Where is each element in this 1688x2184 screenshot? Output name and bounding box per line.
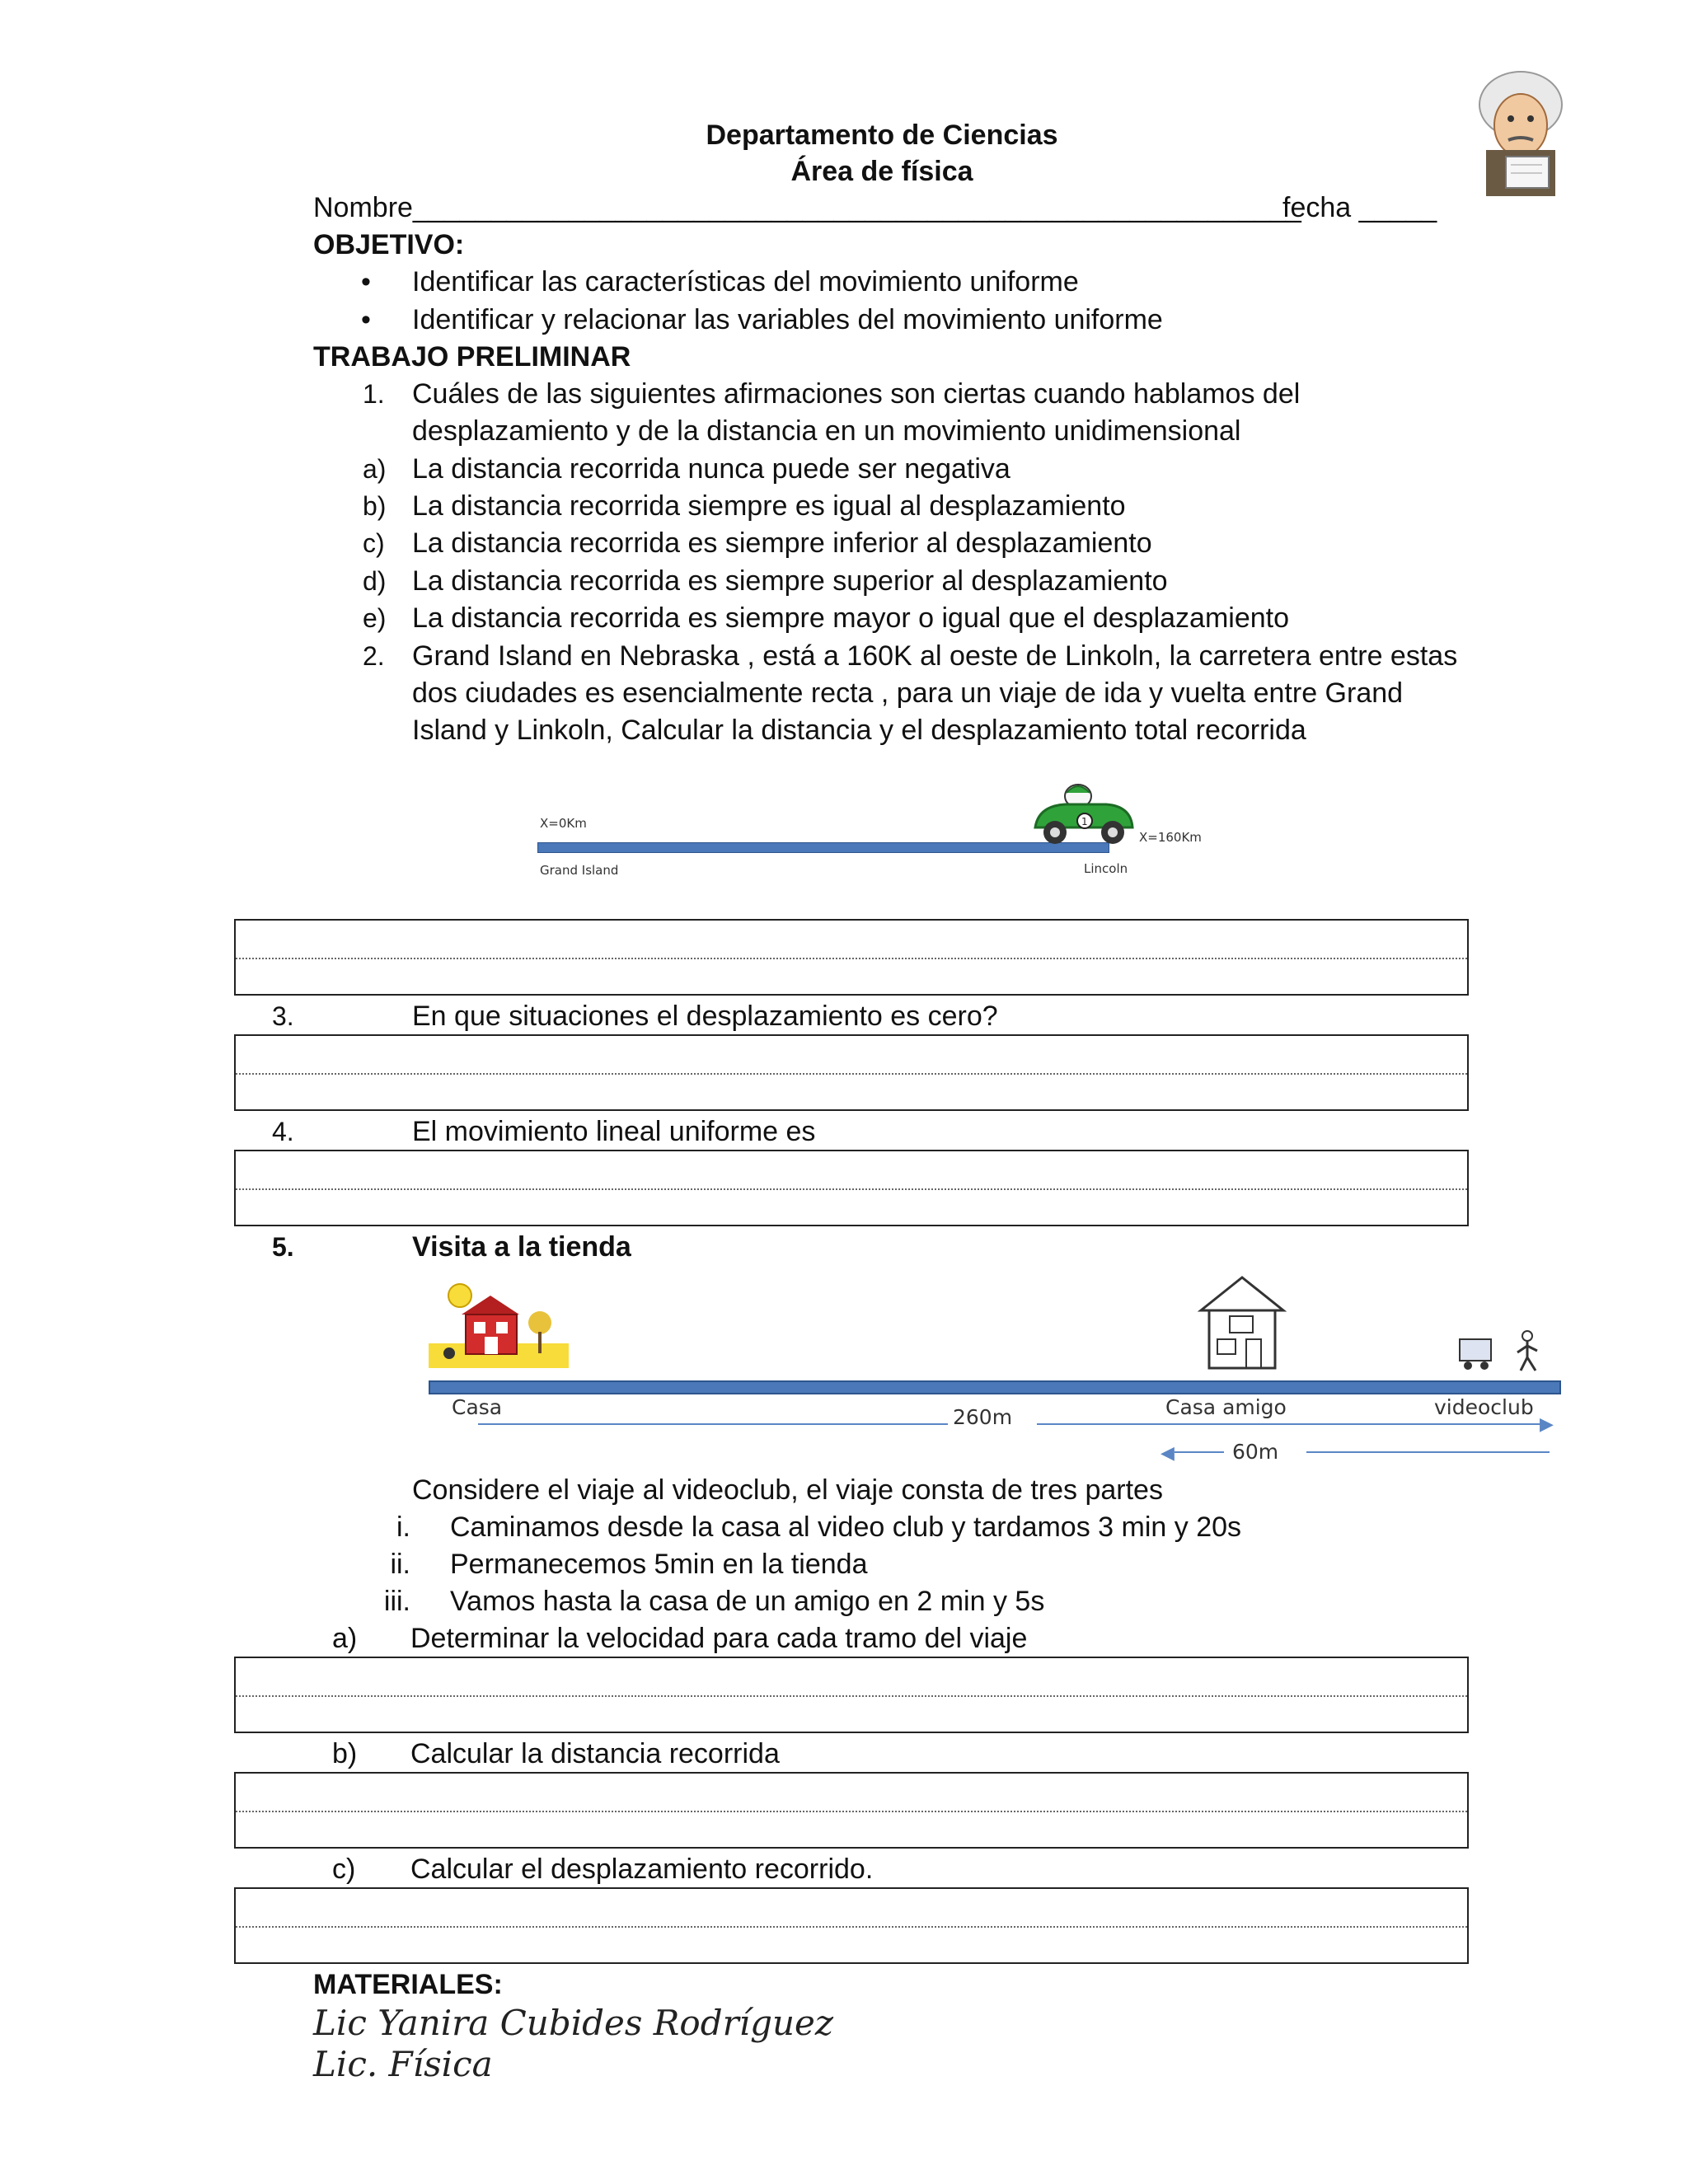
question-text: dos ciudades es esencialmente recta , para un viaje de ida y vuelta entre Grand <box>412 677 1404 709</box>
area-title: Área de física <box>790 156 973 187</box>
casa-label: Casa <box>452 1395 503 1419</box>
house-illustration <box>429 1277 569 1368</box>
question-text: El movimiento lineal uniforme es <box>412 1116 816 1147</box>
materials-heading: MATERIALES: <box>313 1969 503 2000</box>
store-diagram <box>420 1273 1566 1467</box>
question-number: 3. <box>272 1001 294 1031</box>
answer-box[interactable] <box>234 1034 1469 1111</box>
department-title: Departamento de Ciencias <box>706 120 1058 151</box>
question-text: Cuáles de las siguientes afirmaciones son ciertas cuando hablamos del <box>412 378 1301 410</box>
question-number: 2. <box>363 641 385 671</box>
option-label: a) <box>363 454 387 484</box>
answer-box[interactable] <box>234 1772 1469 1849</box>
question-text: En que situaciones el desplazamiento es cero? <box>412 1001 998 1032</box>
distance-arrow-left <box>478 1423 973 1425</box>
answer-box[interactable] <box>234 919 1469 996</box>
answer-box[interactable] <box>234 1657 1469 1733</box>
option-label: c) <box>363 528 385 558</box>
step-text: Permanecemos 5min en la tienda <box>450 1549 868 1580</box>
return-arrow-left <box>1175 1451 1224 1453</box>
option-text: La distancia recorrida nunca puede ser negativa <box>412 453 1010 485</box>
videoclub-label: videoclub <box>1434 1395 1534 1419</box>
answer-box[interactable] <box>234 1150 1469 1226</box>
videoclub-illustration <box>1455 1329 1554 1372</box>
street-line <box>429 1380 1561 1394</box>
bullet-icon: • <box>361 304 371 335</box>
einstein-illustration <box>1471 59 1570 199</box>
car-number: 1 <box>1081 816 1088 827</box>
date-field-label: fecha _____ <box>1282 192 1437 223</box>
question-text: Island y Linkoln, Calcular la distancia y el desplazamiento total recorrida <box>412 715 1306 746</box>
objective-heading: OBJETIVO: <box>313 229 465 260</box>
question-number: 5. <box>272 1232 294 1262</box>
part-label: b) <box>332 1738 358 1769</box>
step-text: Vamos hasta la casa de un amigo en 2 min y 5s <box>450 1586 1045 1617</box>
question-number: 1. <box>363 379 385 409</box>
part-text: Determinar la velocidad para cada tramo del viaje <box>410 1623 1028 1654</box>
step-text: Caminamos desde la casa al video club y tardamos 3 min y 20s <box>450 1511 1242 1543</box>
step-label: ii. <box>390 1549 410 1580</box>
casa-amigo-label: Casa amigo <box>1165 1395 1287 1419</box>
arrow-left-icon: ◀ <box>1160 1442 1175 1463</box>
start-city-label: Grand Island <box>540 863 619 878</box>
bullet-icon: • <box>361 266 371 298</box>
option-text: La distancia recorrida siempre es igual al desplazamiento <box>412 490 1126 522</box>
distance-arrow-right <box>1037 1423 1548 1425</box>
question-number: 4. <box>272 1117 294 1146</box>
objective-item: Identificar y relacionar las variables del movimiento uniforme <box>412 304 1163 335</box>
end-city-label: Lincoln <box>1084 861 1128 876</box>
part-label: a) <box>332 1623 358 1654</box>
preliminary-heading: TRABAJO PRELIMINAR <box>313 341 631 373</box>
option-label: d) <box>363 566 387 596</box>
author-name: Lic Yanira Cubides Rodríguez <box>313 2003 834 2043</box>
friend-house-illustration <box>1197 1273 1287 1372</box>
car-icon <box>1030 776 1137 851</box>
answer-box[interactable] <box>234 1887 1469 1964</box>
option-label: e) <box>363 603 387 633</box>
distance-260-label: 260m <box>948 1405 1017 1429</box>
start-position-label: X=0Km <box>540 816 587 831</box>
question-text: Grand Island en Nebraska , está a 160K al oeste de Linkoln, la carretera entre estas <box>412 640 1458 672</box>
author-title: Lic. Física <box>313 2044 493 2084</box>
name-field-label: Nombre_________________________________________________________ <box>313 192 1301 223</box>
return-arrow-right <box>1306 1451 1550 1453</box>
option-text: La distancia recorrida es siempre mayor o igual que el desplazamiento <box>412 602 1290 634</box>
part-text: Calcular la distancia recorrida <box>410 1738 780 1769</box>
part-text: Calcular el desplazamiento recorrido. <box>410 1854 874 1885</box>
trip-intro: Considere el viaje al videoclub, el viaje consta de tres partes <box>412 1474 1163 1506</box>
question-text: desplazamiento y de la distancia en un movimiento unidimensional <box>412 415 1241 447</box>
step-label: iii. <box>383 1586 410 1617</box>
objective-item: Identificar las características del movimiento uniforme <box>412 266 1079 298</box>
option-text: La distancia recorrida es siempre inferior al desplazamiento <box>412 527 1152 559</box>
arrow-right-icon: ▶ <box>1540 1413 1554 1434</box>
option-text: La distancia recorrida es siempre superior al desplazamiento <box>412 565 1168 597</box>
distance-60-label: 60m <box>1232 1440 1279 1464</box>
road-line <box>537 842 1109 853</box>
road-diagram <box>519 771 1228 886</box>
step-label: i. <box>396 1511 410 1543</box>
part-label: c) <box>332 1854 356 1885</box>
end-position-label: X=160Km <box>1139 830 1202 845</box>
option-label: b) <box>363 491 387 521</box>
question-title: Visita a la tienda <box>412 1231 631 1263</box>
